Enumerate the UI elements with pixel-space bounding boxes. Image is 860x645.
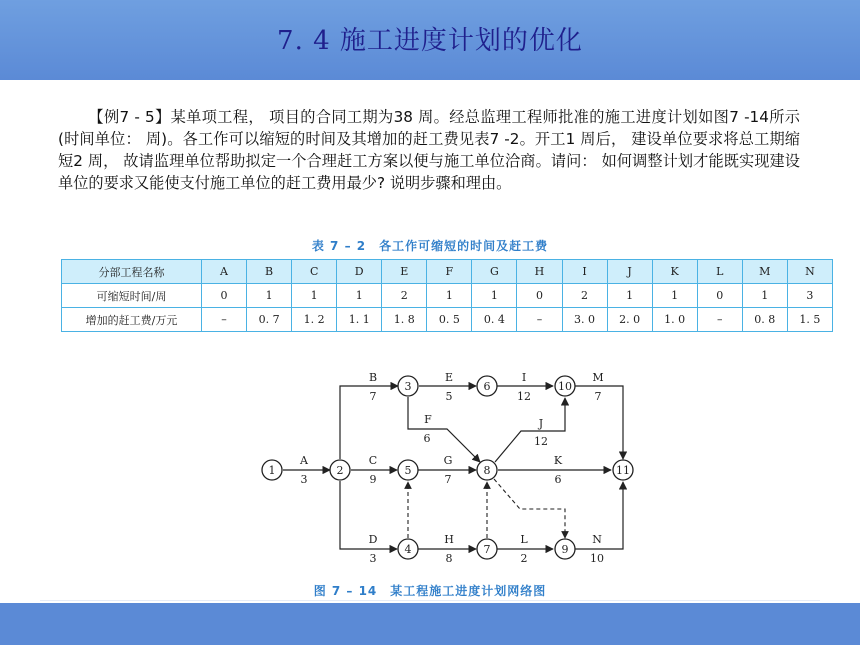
table-cell: 1	[742, 284, 787, 308]
footer-band	[0, 603, 860, 645]
dummy-arrow-8-9	[494, 479, 565, 538]
table-cell: 0. 8	[742, 308, 787, 332]
activity-name: A	[300, 454, 308, 467]
table-cell: 1. 5	[787, 308, 832, 332]
activity-duration: 12	[517, 390, 531, 403]
arrow-f	[408, 397, 480, 462]
slide-title: 7. 4 施工进度计划的优化	[277, 26, 583, 56]
table-cell: –	[202, 308, 247, 332]
table-cell: 1. 2	[292, 308, 337, 332]
node-label: 10	[558, 380, 572, 393]
node-label: 1	[268, 464, 276, 477]
node-label: 6	[483, 380, 491, 393]
activity-duration: 10	[590, 552, 604, 565]
activity-duration: 3	[369, 552, 377, 565]
node-label: 3	[404, 380, 412, 393]
activity-duration: 8	[445, 552, 453, 565]
node-label: 5	[404, 464, 412, 477]
table-header-cell: G	[472, 260, 517, 284]
table-header-cell: E	[382, 260, 427, 284]
arrow-j	[495, 398, 565, 462]
table-cell: 1. 8	[382, 308, 427, 332]
footer-divider	[40, 600, 820, 601]
row-label: 增加的赶工费/万元	[62, 308, 202, 332]
table-cell: 3	[787, 284, 832, 308]
activity-name: J	[538, 417, 544, 430]
activity-duration: 5	[445, 390, 453, 403]
table-header-cell: C	[292, 260, 337, 284]
node-label: 2	[336, 464, 344, 477]
table-header-cell: J	[607, 260, 652, 284]
table-header-cell: L	[697, 260, 742, 284]
table-cell: –	[697, 308, 742, 332]
table-cell: 2. 0	[607, 308, 652, 332]
table-caption: 表 7 – 2 各工作可缩短的时间及赶工费	[311, 239, 549, 253]
table-header-cell: M	[742, 260, 787, 284]
activity-name: I	[521, 371, 527, 384]
activity-duration: 6	[423, 432, 431, 445]
table-cell: 1	[427, 284, 472, 308]
activity-name: L	[520, 533, 528, 546]
table-cell: 1. 0	[652, 308, 697, 332]
node-label: 8	[483, 464, 491, 477]
activity-name: F	[424, 413, 432, 426]
table-header-cell: N	[787, 260, 832, 284]
table-cell: 0	[202, 284, 247, 308]
table-cell: 3. 0	[562, 308, 607, 332]
activity-duration: 12	[534, 435, 548, 448]
node-label: 11	[616, 464, 630, 477]
table-cell: 1	[652, 284, 697, 308]
activity-duration: 7	[369, 390, 377, 403]
activity-name: B	[368, 371, 378, 384]
table-cell: 0. 7	[247, 308, 292, 332]
table-header-cell: F	[427, 260, 472, 284]
table-header-cell: D	[337, 260, 382, 284]
activity-duration: 9	[369, 473, 377, 486]
row-label: 可缩短时间/周	[62, 284, 202, 308]
activity-name: D	[368, 533, 378, 546]
activity-duration: 7	[444, 473, 452, 486]
activity-duration: 7	[594, 390, 602, 403]
activity-name: N	[592, 533, 602, 546]
table-cell: 0	[517, 284, 562, 308]
activity-name: H	[444, 533, 454, 546]
table-header-cell: H	[517, 260, 562, 284]
node-label: 9	[561, 543, 569, 556]
table-cell: 1	[247, 284, 292, 308]
table-cell: 2	[562, 284, 607, 308]
table-header-cell: I	[562, 260, 607, 284]
activity-duration: 3	[300, 473, 308, 486]
table-cell: 1. 1	[337, 308, 382, 332]
activity-name: G	[443, 454, 453, 467]
table-cell: 1	[472, 284, 517, 308]
activity-name: K	[553, 454, 563, 467]
table-cell: 0. 4	[472, 308, 517, 332]
activity-name: C	[368, 454, 378, 467]
problem-statement: 【例7 - 5】某单项工程， 项目的合同工期为38 周。经总监理工程师批准的施工进度计划如图7 -14所示(时间单位： 周)。各工作可以缩短的时间及其增加的赶工费见表7 -2。开工1 周后， 建设单位要求将总工期缩短2 周， 故请监理单位帮助拟定一个合理赶工方案以便与施工单位洽商。请问： 如何调整计划才能既实现建设单位的要求又能使支付施工单位的赶工费用最少? 说明步骤和理由。	[58, 108, 800, 192]
header-label-cell: 分部工程名称	[62, 260, 202, 284]
figure-caption: 图 7 – 14 某工程施工进度计划网络图	[313, 584, 547, 598]
table-header-cell: A	[202, 260, 247, 284]
table-cell: 1	[337, 284, 382, 308]
node-label: 7	[483, 543, 491, 556]
activity-name: M	[592, 371, 604, 384]
table-cell: 0. 5	[427, 308, 472, 332]
table-cell: 1	[292, 284, 337, 308]
table-header-cell: B	[247, 260, 292, 284]
activity-name: E	[444, 371, 454, 384]
table-cell: –	[517, 308, 562, 332]
node-label: 4	[404, 543, 412, 556]
table-header-cell: K	[652, 260, 697, 284]
table-cell: 2	[382, 284, 427, 308]
table-cell: 0	[697, 284, 742, 308]
activity-duration: 6	[554, 473, 562, 486]
activity-duration: 2	[520, 552, 528, 565]
table-cell: 1	[607, 284, 652, 308]
